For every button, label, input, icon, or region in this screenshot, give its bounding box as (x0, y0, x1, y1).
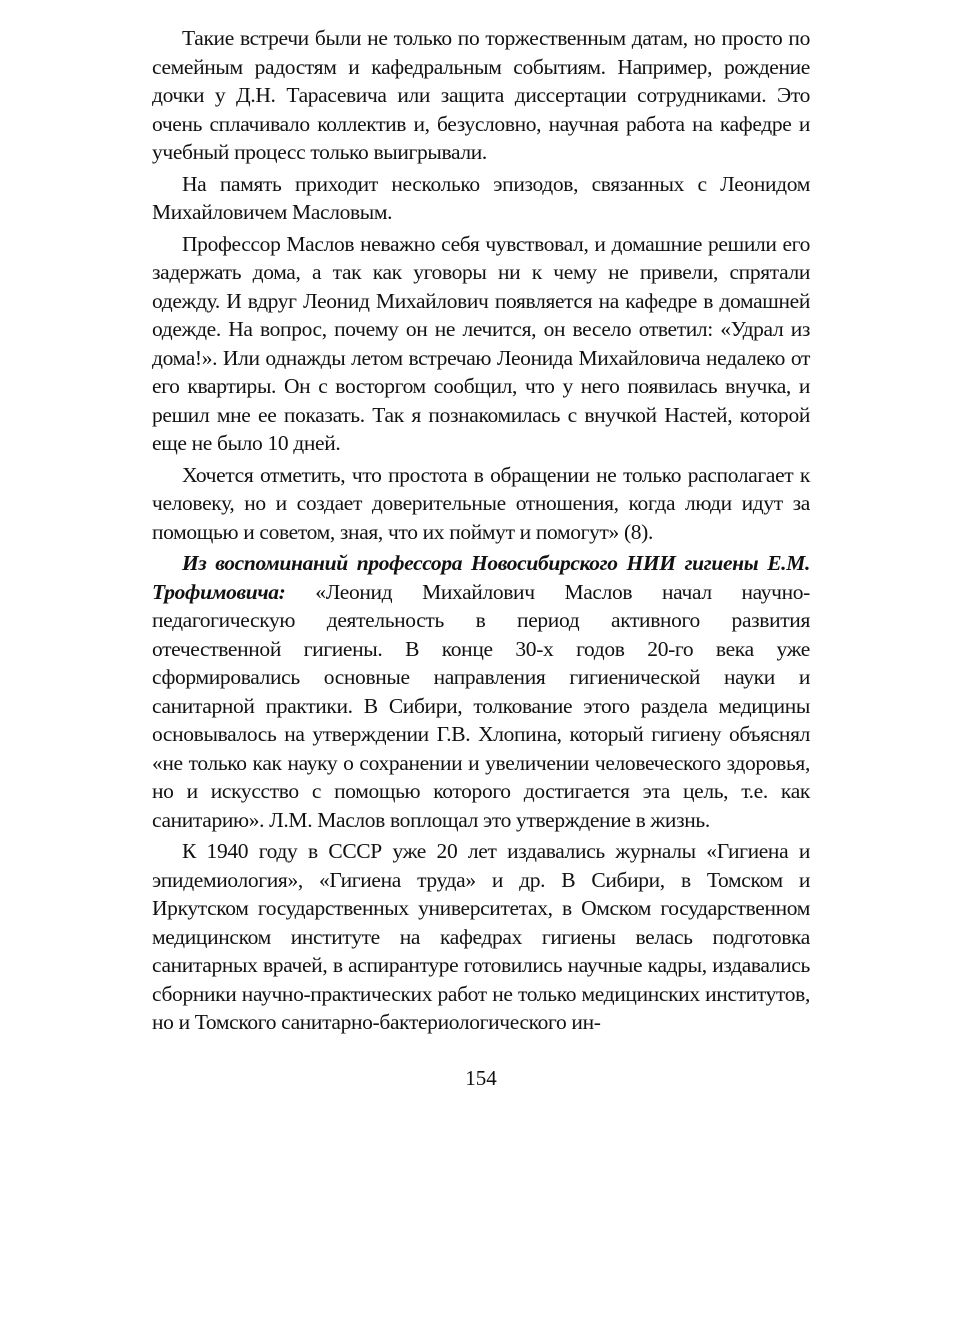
paragraph-simplicity: Хочется отметить, что простота в обращении не только располагает к человеку, но и создает доверительные отношения, когда люди идут за помощью и советом, зная, что их поймут и помогут» (8). (152, 462, 810, 544)
quote-body: «Леонид Михайлович Маслов начал научно-педагогическую деятельность в период активного развития отечественной гигиены. В конце 30-х годов 20-го века уже сформировались основные направления гигиенической науки и санитарной практики. В Сибири, толкование этого раздела медицины основывалось на утверждении Г.В. Хлопина, который гигиену объяснял «не только как науку о сохранении и увеличении человеческого здоровья, но и искусство с помощью которого достигается эта цель, т.е. как санитарию». Л.М. Маслов воплощал это утверждение в жизнь. (152, 579, 810, 832)
paragraph-episodes-intro: На память приходит несколько эпизодов, связанных с Леонидом Михайловичем Масловым. (152, 171, 810, 224)
page-number: 154 (465, 1066, 497, 1090)
quote-attribution: Из воспоминаний профессора Новосибирского НИИ гигиены Е.М. Трофимовича: (152, 551, 810, 604)
paragraph-journals-1940: К 1940 году в СССР уже 20 лет издавались журналы «Гигиена и эпидемиология», «Гигиена труда» и др. В Сибири, в Томском и Иркутском государственных университетах, в Омском государственном медицинском институте на кафедрах гигиены велась подготовка санитарных врачей, в аспирантуре готовились научные кадры, издавались сборники научно-практических работ не только медицинских институтов, но и Томского санитарно-бактериологического ин- (152, 839, 810, 1034)
paragraph-celebrations: Такие встречи были не только по торжественным датам, но просто по семейным радостям и кафедральным событиям. Например, рождение дочки у Д.Н. Тарасевича или защита диссертации сотрудниками. Это очень сплачивало коллектив и, безусловно, научная работа на кафедре и учебный процесс только выигрывали. (152, 26, 810, 164)
paragraph-maslov-anecdotes: Профессор Маслов неважно себя чувствовал, и домашние решили его задержать дома, а так как уговоры ни к чему не привели, спрятали одежду. И вдруг Леонид Михайлович появляется на кафедре в домашней одежде. На вопрос, почему он не лечится, он весело ответил: «Удрал из дома!». Или однажды летом встречаю Леонида Михайловича недалеко от его квартиры. Он с восторгом сообщил, что у него появилась внучка, и решил мне ее показать. Так я познакомилась с внучкой Настей, которой еще не было 10 дней. (152, 231, 810, 455)
body-text (152, 24, 810, 1040)
paragraph-trofimovich-quote (152, 549, 810, 834)
